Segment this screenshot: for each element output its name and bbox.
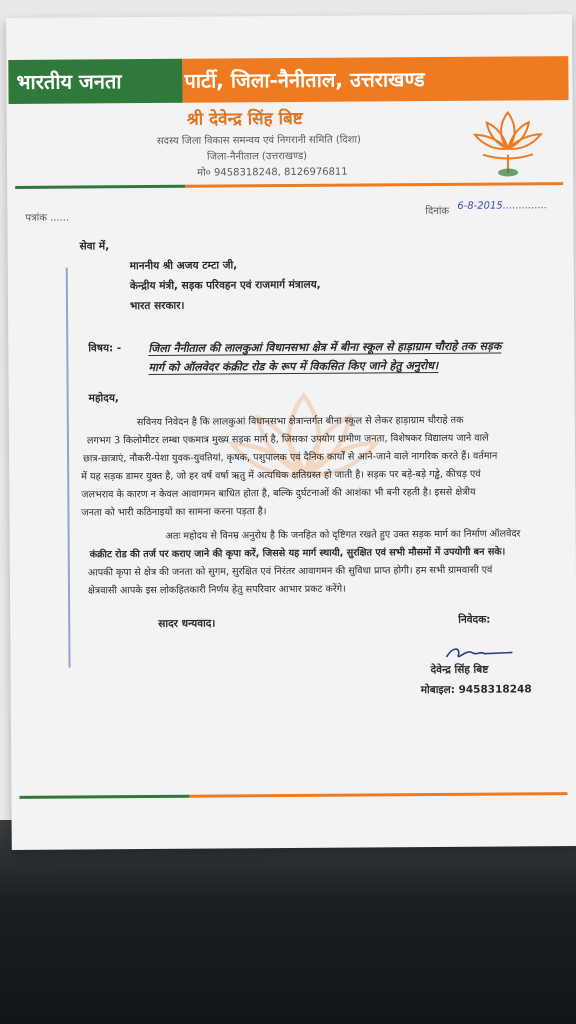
subject-line-2: मार्ग को ऑलवेदर कंक्रीट रोड के रूप में विकसित किए जाने हेतु अनुरोध। [148,358,439,375]
para1-line-6: जनता को भारी कठिनाइयों का सामना करना पड़ता है। [81,506,267,519]
dark-background [0,820,576,1024]
letter-page [6,14,576,850]
address-salutation: सेवा में, [79,240,110,253]
subject-label: विषय: - [88,342,122,355]
signatory-name: देवेन्द्र सिंह बिष्ट [430,663,489,677]
address-line-3: भारत सरकार। [129,299,185,313]
sender-designation: सदस्य जिला विकास समन्वय एवं निगरानी समिति (दिशा) [156,134,361,147]
date-label: दिनांक [425,205,450,218]
letterhead-band [8,56,568,104]
footer-divider [19,792,567,799]
sender-name: श्री देवेन्द्र सिंह बिष्ट [186,108,303,130]
para1-line-1: सविनय निवेदन है कि लालकुआं विधानसभा क्षेत्रान्तर्गत बीना स्कूल से लेकर हाड़ाग्राम चौराहे तक [136,414,464,429]
header-divider [15,182,563,189]
para2-line-3: आपकी कृपा से क्षेत्र की जनता को सुगम, सुरक्षित एवं निरंतर आवागमन की सुविधा प्राप्त होगी। हम सभी ग्रामवासी एवं [87,564,493,579]
address-line-1: माननीय श्री अजय टम्टा जी, [129,259,238,273]
party-name-green: भारतीय जनता [8,59,182,104]
margin-line [66,268,71,668]
address-line-2: केन्द्रीय मंत्री, सड़क परिवहन एवं राजमार्ग मंत्रालय, [129,278,321,293]
para2-line-4: क्षेत्रवासी आपके इस लोकहितकारी निर्णय हेतु सपरिवार आभार प्रकट करेंगे। [87,583,346,597]
sender-district: जिला-नैनीताल (उत्तराखण्ड) [206,150,308,163]
para2-line-2: कंक्रीट रोड की तर्ज पर कराए जाने की कृपा करें, जिससे यह मार्ग स्थायी, सुरक्षित एवं सभी मौसमों में उपयोगी बन सके। [89,546,506,561]
para2-line-1: अतः महोदय से विनम्र अनुरोध है कि जनहित को दृष्टिगत रखते हुए उक्त सड़क मार्ग का निर्माण ऑलवेदर [165,528,521,542]
reference-number: पत्रांक ...... [25,212,70,224]
party-name-orange: पार्टी, जिला-नैनीताल, उत्तराखण्ड [182,56,568,103]
para1-line-5: जलभराव के कारण न केवल आवागमन बाधित होता है, बल्कि दुर्घटनाओं की आशंका भी बनी रहती है। इससे क्षेत्रीय [81,486,476,501]
signature-label: निवेदक: [458,613,491,626]
para1-line-2: लगभग 3 किलोमीटर लम्बा एकमात्र मुख्य सड़क मार्ग है, जिसका उपयोग ग्रामीण जनता, विशेषकर विद्यालय जाने वाले [86,432,489,447]
para1-line-4: में यह सड़क डामर युक्त है, जो हर वर्ष वर्षा ऋतु में अत्यधिक क्षतिग्रस्त हो जाती है। सड़क पर बड़े-बड़े गड्ढे, कीचड़ एवं [81,468,481,483]
greeting: महोदय, [88,392,119,405]
handwritten-signature [442,642,518,665]
signatory-mobile: मोबाइल: 9458318248 [420,683,532,697]
date-value: 6-8-2015.............. [457,200,548,212]
sender-phones: मो० 9458318248, 8126976811 [197,166,348,179]
lotus-logo-icon [469,104,548,181]
subject-text [148,336,553,377]
subject-line-1: जिला नैनीताल की लालकुआं विधानसभा क्षेत्र में बीना स्कूल से हाड़ाग्राम चौराहे तक सड़क [148,339,502,356]
para1-line-3: छात्र-छात्राएं, नौकरी-पेशा युवक-युवतियां, कृषक, पशुपालक एवं दैनिक कार्यों से आने-जाने वाले नागरिक करते हैं। वर्तमान [83,450,498,465]
closing: सादर धन्यवाद। [158,617,216,630]
